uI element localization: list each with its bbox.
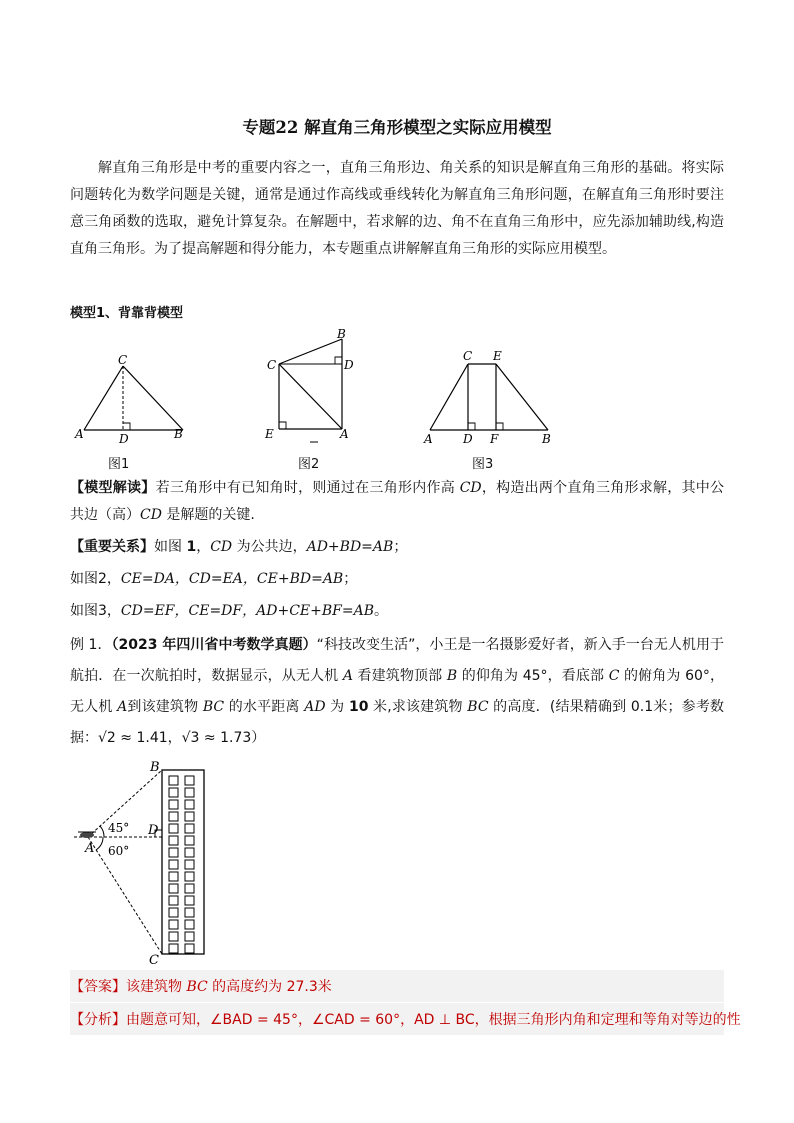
building-window xyxy=(169,872,178,881)
analysis-line: 【分析】由题意可知，∠BAD = 45°，∠CAD = 60°，AD ⊥ BC，根据三角形内角和定理和等角对等边的性 xyxy=(70,1012,741,1028)
analysis-box xyxy=(70,1003,741,1035)
building-window xyxy=(185,812,194,821)
fig2-label-d: D xyxy=(344,358,354,372)
answer-line: 【答案】该建筑物 BC 的高度约为 27.3米 xyxy=(70,979,332,995)
relation-line-3: 如图3，CD=EF，CE=DF，AD+CE+BF=AB。 xyxy=(70,603,388,619)
building-window xyxy=(185,824,194,833)
intro-paragraph: 解直角三角形是中考的重要内容之一，直角三角形边、角关系的知识是解直角三角形的基础。将实际问题转化为数学问题是关键，通常是通过作高线或垂线转化为解直角三角形问题，在解直角三角形时要注意三角函数的选取，避免计算复杂。在解题中，若求解的边、角不在直角三角形中，应先添加辅助线,构造直角三角形。为了提高解题和得分能力，本专题重点讲解解直角三角形的实际应用模型。 xyxy=(70,160,724,257)
fig2-label-b: B xyxy=(337,327,346,341)
model-explanation xyxy=(70,475,724,754)
model-heading: 模型1、背靠背模型 xyxy=(70,306,184,321)
building-window xyxy=(185,932,194,941)
fig3-label-e: E xyxy=(493,349,502,363)
figure-1-diagram xyxy=(70,350,190,450)
fig2-label-c: C xyxy=(267,358,277,372)
building-window xyxy=(185,908,194,917)
figure-3-diagram xyxy=(420,345,560,450)
building-rect xyxy=(162,770,204,954)
building-window xyxy=(185,836,194,845)
fig3-label-a: A xyxy=(424,432,433,446)
building-window xyxy=(169,944,178,953)
fig3-label-f: F xyxy=(490,432,499,446)
building-window xyxy=(169,848,178,857)
building-label-c: C xyxy=(149,953,159,968)
building-window xyxy=(169,800,178,809)
building-window xyxy=(185,920,194,929)
building-window xyxy=(169,908,178,917)
interpretation-paragraph: 【模型解读】若三角形中有已知角时，则通过在三角形内作高 CD，构造出两个直角三角形求解，其中公共边（高）CD 是解题的关键. xyxy=(70,480,725,523)
building-window xyxy=(169,884,178,893)
fig3-label-d: D xyxy=(463,432,473,446)
building-window xyxy=(185,860,194,869)
answer-box xyxy=(70,970,724,1002)
figure-2-diagram xyxy=(260,325,360,450)
figure-3-caption: 图3 xyxy=(472,457,494,472)
building-window xyxy=(185,788,194,797)
fig1-label-a: A xyxy=(75,427,84,441)
building-window xyxy=(169,788,178,797)
building-window xyxy=(169,896,178,905)
building-window xyxy=(169,824,178,833)
building-label-d: D xyxy=(148,823,159,838)
building-label-a: A xyxy=(85,841,95,856)
building-label-b: B xyxy=(150,760,160,775)
figure-2-caption: 图2 xyxy=(298,457,320,472)
building-window xyxy=(169,836,178,845)
building-window xyxy=(169,932,178,941)
building-window xyxy=(185,872,194,881)
building-window xyxy=(185,944,194,953)
building-window xyxy=(185,776,194,785)
building-window xyxy=(169,812,178,821)
fig3-label-b: B xyxy=(542,432,551,446)
building-window xyxy=(185,896,194,905)
relation-line-2: 如图2，CE=DA，CD=EA，CE+BD=AB； xyxy=(70,571,358,587)
building-window xyxy=(185,884,194,893)
building-window xyxy=(169,776,178,785)
fig2-label-e: E xyxy=(265,427,274,441)
building-figure xyxy=(70,757,220,969)
fig1-label-c: C xyxy=(118,353,128,367)
drone-icon xyxy=(80,832,94,838)
relation-line-1: 【重要关系】如图 1，CD 为公共边，AD+BD=AB； xyxy=(70,539,408,555)
angle-45-label: 45° xyxy=(108,821,130,835)
fig2-label-a: A xyxy=(340,427,349,441)
page-title: 专题22 解直角三角形模型之实际应用模型 xyxy=(242,118,552,137)
building-window xyxy=(185,800,194,809)
angle-60-label: 60° xyxy=(108,844,130,858)
building-window xyxy=(169,860,178,869)
figure-1-caption: 图1 xyxy=(108,457,130,472)
building-window xyxy=(169,920,178,929)
building-window xyxy=(185,848,194,857)
example-1-problem: 例 1．（2023 年四川省中考数学真题）“科技改变生活”，小王是一名摄影爱好者，新入手一台无人机用于航拍．在一次航拍时，数据显示，从无人机 A 看建筑物顶部 B 的仰角为 45°，看底部 C 的俯角为 60°，无人机 A到该建筑物 BC 的水平距离 AD 为 10 米,求该建筑物 BC 的高度．(结果精确到 0.1米；参考数据：√2 ≈ 1.41，√3 ≈ 1.73） xyxy=(70,637,725,746)
fig1-label-b: B xyxy=(174,427,183,441)
fig3-label-c: C xyxy=(463,349,473,363)
fig1-label-d: D xyxy=(119,432,129,446)
